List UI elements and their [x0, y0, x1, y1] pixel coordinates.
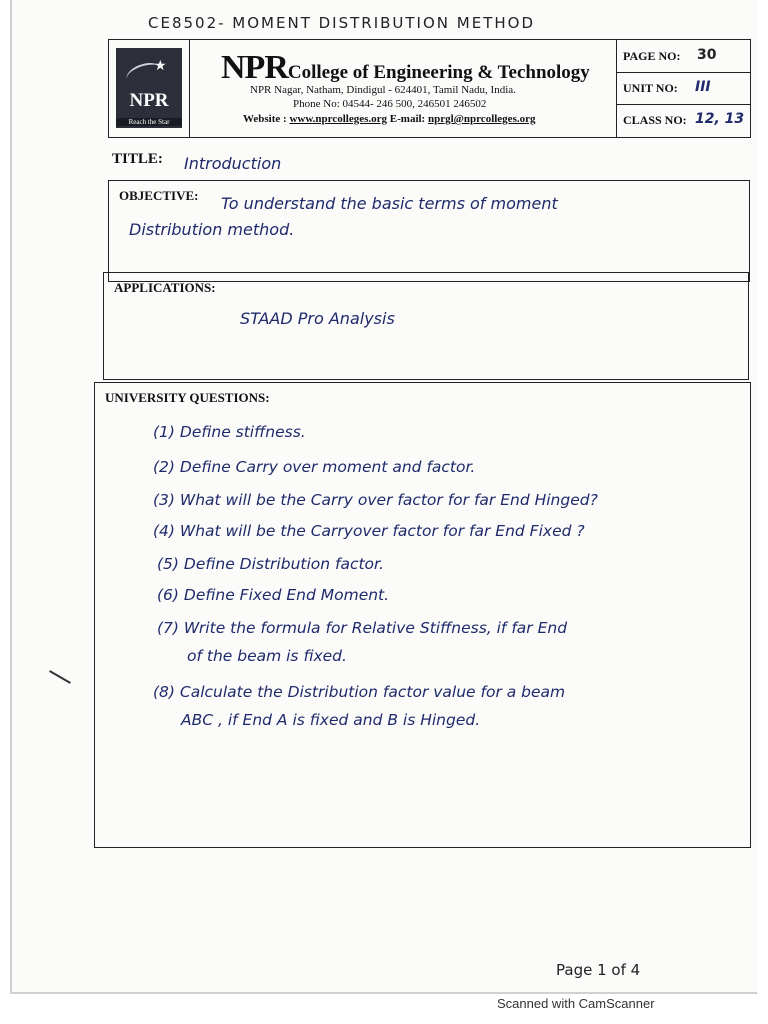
question-5: (5) Define Distribution factor.: [157, 555, 384, 573]
page-no-row: [617, 40, 751, 73]
class-no-label: CLASS NO:: [623, 113, 687, 127]
unit-no-label: UNIT NO:: [623, 81, 678, 95]
college-abbr: NPR: [221, 49, 288, 86]
page-counter: Page 1 of 4: [556, 961, 641, 979]
class-no-value: 12, 13: [695, 111, 745, 127]
objective-box: [108, 180, 750, 282]
question-6: (6) Define Fixed End Moment.: [157, 586, 390, 604]
college-phone: Phone No: 04544- 246 500, 246501 246502: [293, 98, 487, 110]
page-no-label: PAGE NO:: [623, 49, 681, 63]
scanner-watermark: Scanned with CamScanner: [497, 996, 655, 1011]
college-address: NPR Nagar, Natham, Dindigul - 624401, Tamil Nadu, India.: [250, 84, 516, 96]
website-link: www.nprcolleges.org: [289, 113, 388, 125]
question-2: (2) Define Carry over moment and factor.: [153, 458, 476, 476]
college-contacts: [243, 113, 535, 125]
question-1: (1) Define stiffness.: [153, 423, 306, 441]
university-questions-label: UNIVERSITY QUESTIONS:: [105, 390, 270, 405]
question-8-line-2: ABC , if End A is fixed and B is Hinged.: [181, 711, 481, 729]
logo-abbr: NPR: [129, 90, 169, 111]
objective-label: OBJECTIVE:: [119, 188, 199, 203]
logo-cell: [109, 40, 190, 137]
question-3: (3) What will be the Carry over factor for far End Hinged?: [153, 491, 598, 509]
question-4: (4) What will be the Carryover factor for far End Fixed ?: [153, 522, 585, 540]
logo-tagline: Reach the Star: [116, 118, 182, 126]
applications-label: APPLICATIONS:: [114, 280, 216, 295]
website-label: Website :: [243, 113, 290, 125]
college-name: [221, 49, 590, 87]
email-link: nprgl@nprcolleges.org: [427, 113, 536, 125]
college-full-name: College of Engineering & Technology: [287, 62, 590, 83]
college-header: [108, 39, 751, 138]
university-questions-box: [94, 382, 751, 848]
npr-logo: [116, 48, 182, 128]
question-8-line-1: (8) Calculate the Distribution factor value for a beam: [153, 683, 566, 701]
page-meta: [616, 40, 751, 137]
title-value: Introduction: [184, 154, 282, 173]
objective-line-2: Distribution method.: [129, 220, 295, 239]
course-heading: CE8502- MOMENT DISTRIBUTION METHOD: [148, 14, 535, 32]
pen-mark: [49, 670, 71, 684]
question-7-line-1: (7) Write the formula for Relative Stiffness, if far End: [157, 619, 568, 637]
unit-no-value: III: [695, 79, 711, 95]
star-icon: ★: [154, 59, 167, 74]
objective-line-1: To understand the basic terms of moment: [221, 194, 558, 213]
class-no-row: [617, 104, 751, 136]
question-7-line-2: of the beam is fixed.: [187, 647, 347, 665]
applications-box: [103, 272, 749, 380]
title-label: TITLE:: [112, 151, 163, 167]
applications-value: STAAD Pro Analysis: [240, 309, 395, 328]
email-label: E-mail:: [387, 113, 428, 125]
unit-no-row: [617, 72, 751, 105]
scanned-page: [10, 0, 757, 994]
page-no-value: 30: [697, 47, 717, 63]
